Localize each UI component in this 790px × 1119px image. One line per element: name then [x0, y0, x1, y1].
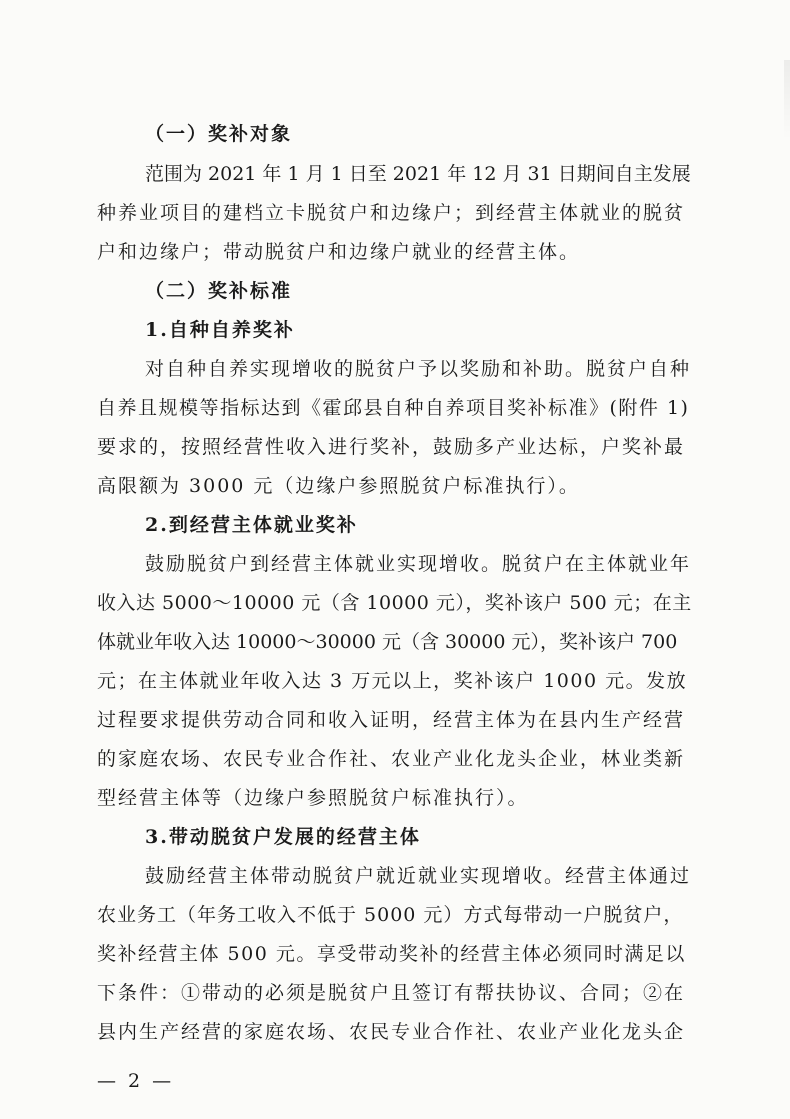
paragraph-line: 县内生产经营的家庭农场、农民专业合作社、农业产业化龙头企 [97, 1021, 686, 1043]
section-heading-2: （二）奖补标准 [145, 280, 293, 302]
paragraph-line: 种养业项目的建档立卡脱贫户和边缘户；到经营主体就业的脱贫 [97, 202, 686, 224]
paragraph-line: 鼓励经营主体带动脱贫户就近就业实现增收。经营主体通过 [145, 865, 692, 887]
paragraph-line: 体就业年收入达 10000～30000 元（含 30000 元），奖补该户 700 [97, 631, 678, 653]
section-heading-1: （一）奖补对象 [145, 123, 293, 145]
paragraph-line: 鼓励脱贫户到经营主体就业实现增收。脱贫户在主体就业年 [145, 553, 692, 575]
paragraph-line: 奖补经营主体 500 元。享受带动奖补的经营主体必须同时满足以 [97, 943, 686, 965]
paragraph-line: 高限额为 3000 元（边缘户参照脱贫户标准执行）。 [97, 475, 580, 497]
paragraph-line: 范围为 2021 年 1 月 1 日至 2021 年 12 月 31 日期间自主发展 [145, 163, 691, 185]
paragraph-line: 户和边缘户；带动脱贫户和边缘户就业的经营主体。 [97, 241, 581, 263]
paragraph-line: 元；在主体就业年收入达 3 万元以上，奖补该户 1000 元。发放 [97, 670, 688, 692]
page-number: — 2 — [97, 1070, 175, 1092]
scan-edge-shadow [784, 60, 790, 140]
paragraph-line: 下条件：①带动的必须是脱贫户且签订有帮扶协议、合同；②在 [97, 982, 686, 1004]
paragraph-line: 收入达 5000～10000 元（含 10000 元），奖补该户 500 元；在主 [97, 592, 692, 614]
subsection-heading-3: 3.带动脱贫户发展的经营主体 [145, 826, 421, 848]
paragraph-line: 过程要求提供劳动合同和收入证明，经营主体为在县内生产经营 [97, 709, 686, 731]
paragraph-line: 自养且规模等指标达到《霍邱县自种自养项目奖补标准》(附件 1) [97, 397, 690, 419]
paragraph-line: 要求的，按照经营性收入进行奖补，鼓励多产业达标，户奖补最 [97, 436, 686, 458]
paragraph-line: 对自种自养实现增收的脱贫户予以奖励和补助。脱贫户自种 [145, 358, 692, 380]
paragraph-line: 型经营主体等（边缘户参照脱贫户标准执行）。 [97, 787, 529, 809]
subsection-heading-2: 2.到经营主体就业奖补 [145, 514, 358, 536]
paragraph-line: 农业务工（年务工收入不低于 5000 元）方式每带动一户脱贫户， [97, 904, 684, 926]
subsection-heading-1: 1.自种自养奖补 [145, 319, 295, 341]
paragraph-line: 的家庭农场、农民专业合作社、农业产业化龙头企业，林业类新 [97, 748, 686, 770]
